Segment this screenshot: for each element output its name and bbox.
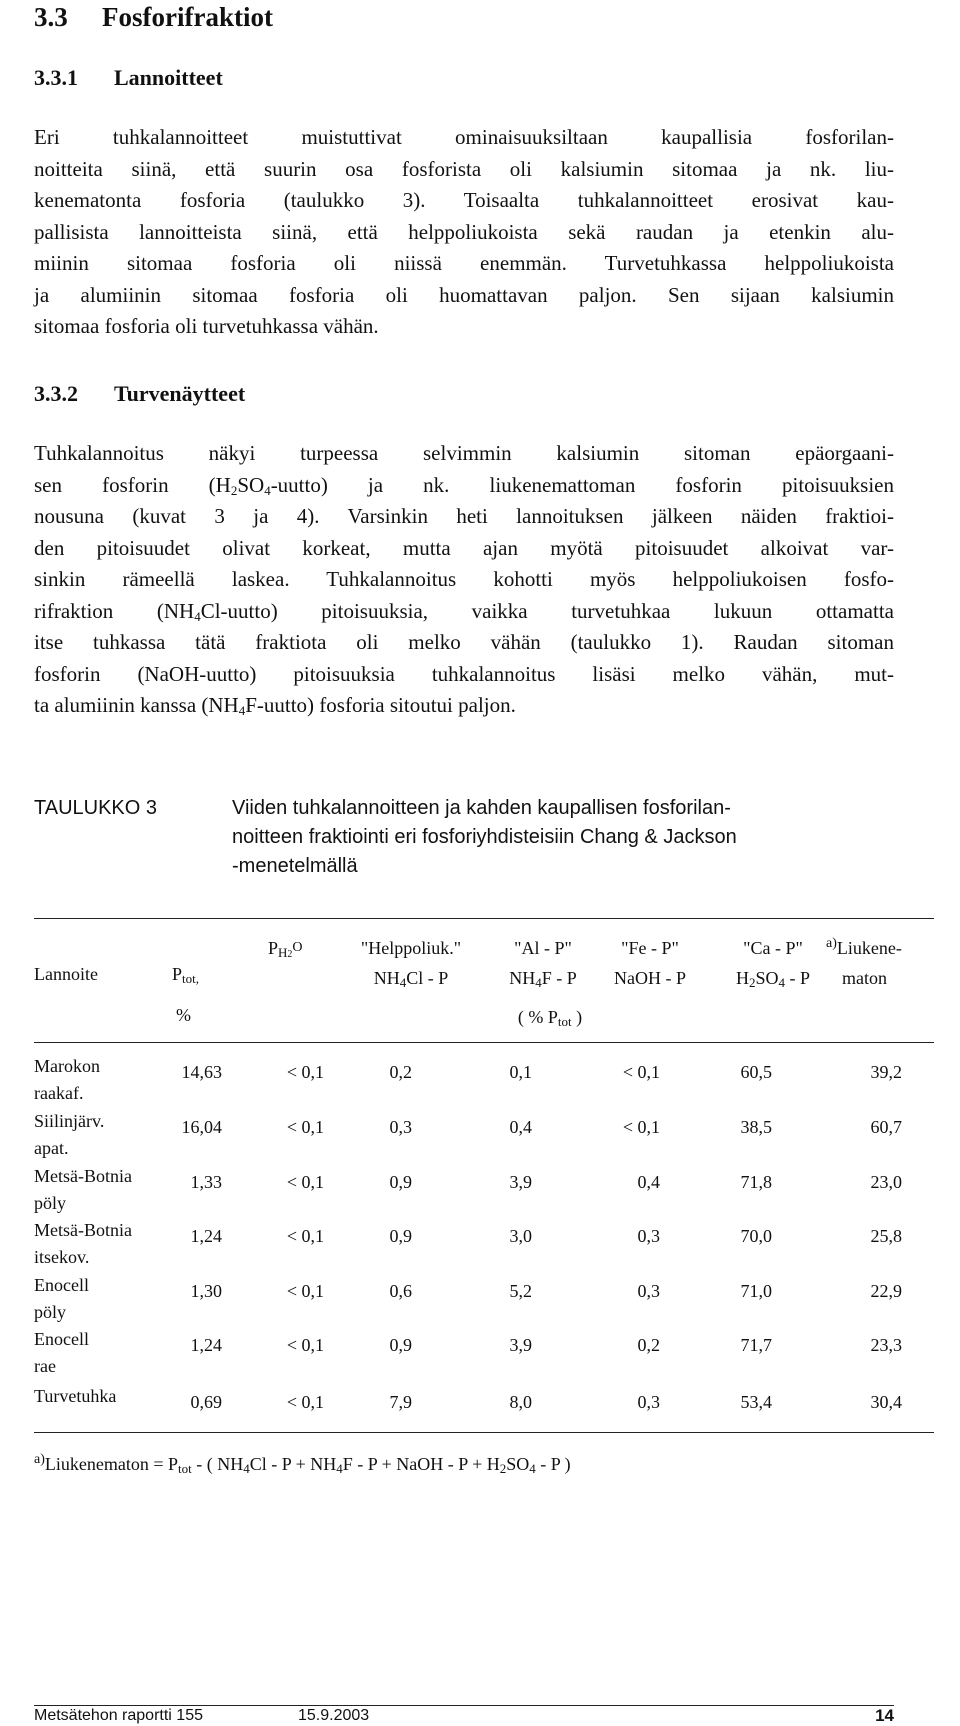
cell-h2so4: 71,0 <box>740 1281 772 1301</box>
header-helppoliuk: "Helppoliuk." $NH_4Cl$ - P <box>360 938 462 990</box>
footer-rule <box>34 1705 894 1706</box>
row-label: Enocell <box>34 1275 89 1295</box>
cell-naoh: < 0,1 <box>622 1117 660 1137</box>
row-label: Siilinjärv. <box>34 1111 105 1131</box>
row-label: Metsä-Botnia <box>34 1220 132 1240</box>
caption-line: noitteen fraktiointi eri fosforiyhdisteisiin Chang & Jackson <box>232 826 737 848</box>
text-line: kenematonta fosforia (taulukko 3). Toisaalta tuhkalannoitteet erosivat kau- <box>34 188 894 212</box>
cell-nh4f: 3,9 <box>509 1172 532 1192</box>
header-liukenematon: $^{a)}$Liukene- maton <box>826 936 902 988</box>
header-fe-p: "Fe - P" NaOH - P <box>614 938 686 988</box>
caption-line: -menetelmällä <box>232 855 358 877</box>
row-label-cont: itsekov. <box>34 1247 90 1267</box>
footer-page-number: 14 <box>875 1706 894 1725</box>
cell-h2o: < 0,1 <box>286 1117 324 1137</box>
cell-nh4f: 3,9 <box>509 1335 532 1355</box>
cell-naoh: 0,3 <box>637 1281 660 1301</box>
cell-liuk: 60,7 <box>870 1117 902 1137</box>
row-label-cont: apat. <box>34 1138 69 1158</box>
cell-liuk: 22,9 <box>870 1281 902 1301</box>
header-al-p: "Al - P" $NH_4F$ - P <box>509 938 577 990</box>
text-line: fosforin (NaOH-uutto) pitoisuuksia tuhkalannoitus lisäsi melko vähän, mut- <box>34 661 894 686</box>
row-label-cont: raakaf. <box>34 1083 84 1103</box>
cell-h2o: < 0,1 <box>286 1226 324 1246</box>
cell-naoh: 0,4 <box>637 1172 660 1192</box>
text-line: itse tuhkassa tätä fraktiota oli melko vähän (taulukko 1). Raudan sitoman <box>34 630 894 654</box>
cell-nh4cl: 0,9 <box>389 1172 412 1192</box>
row-label-cont: pöly <box>34 1302 67 1322</box>
header-ptot-unit: % <box>176 1005 191 1025</box>
text-line: pallisista lannoitteista siinä, että helppoliukoista sekä raudan ja etenkin alu- <box>34 219 894 244</box>
cell-ptot: 1,30 <box>190 1281 222 1301</box>
cell-nh4cl: 7,9 <box>389 1392 412 1412</box>
text-line: den pitoisuudet olivat korkeat, mutta ajan myötä pitoisuudet alkoivat var- <box>34 535 894 560</box>
cell-ptot: 1,24 <box>190 1335 222 1355</box>
cell-nh4f: 8,0 <box>509 1392 532 1412</box>
cell-nh4f: 0,4 <box>509 1117 532 1137</box>
header-lannoite: Lannoite <box>34 964 98 984</box>
cell-h2o: < 0,1 <box>286 1172 324 1192</box>
cell-nh4cl: 0,3 <box>389 1117 412 1137</box>
cell-h2o: < 0,1 <box>286 1392 324 1412</box>
subsection-title: Lannoitteet <box>114 65 223 90</box>
cell-h2so4: 71,7 <box>740 1335 772 1355</box>
cell-nh4f: 5,2 <box>509 1281 532 1301</box>
cell-h2o: < 0,1 <box>286 1335 324 1355</box>
row-label-cont: pöly <box>34 1193 67 1213</box>
cell-naoh: 0,3 <box>637 1226 660 1246</box>
text-line: sinkin rämeellä laskea. Tuhkalannoitus kohotti myös helppoliukoisen fosfo- <box>34 567 894 591</box>
cell-nh4f: 3,0 <box>509 1226 532 1246</box>
cell-liuk: 23,0 <box>870 1172 902 1192</box>
text-line: Tuhkalannoitus näkyi turpeessa selvimmin kalsiumin sitoman epäorgaani- <box>34 441 894 465</box>
paragraph-2 <box>34 438 894 722</box>
cell-ptot: 16,04 <box>181 1117 222 1137</box>
table-top-rule <box>34 918 934 919</box>
cell-h2so4: 71,8 <box>740 1172 772 1192</box>
cell-h2so4: 60,5 <box>740 1062 772 1082</box>
cell-nh4cl: 0,6 <box>389 1281 412 1301</box>
text-line: rifraktion $(NH_4Cl-uutto)$ pitoisuuksia, vaikka turvetuhkaa lukuun ottamatta <box>34 598 894 624</box>
cell-naoh: 0,2 <box>637 1335 660 1355</box>
cell-h2so4: 70,0 <box>740 1226 772 1246</box>
paragraph-1 <box>34 122 894 343</box>
subsection-heading-2 <box>34 380 245 408</box>
cell-nh4cl: 0,9 <box>389 1335 412 1355</box>
text-line: Eri tuhkalannoitteet muistuttivat ominaisuuksiltaan kaupallisia fosforilan- <box>34 125 894 149</box>
footer-date: 15.9.2003 <box>298 1707 370 1724</box>
text-line: sen fosforin $(H_2SO_4-uutto)$ ja nk. liukenemattoman fosforin pitoisuuksien <box>34 472 894 498</box>
header-percent-ptot: ( % $P_{tot}$ ) <box>517 1007 583 1029</box>
subsection-title: Turvenäytteet <box>114 381 246 406</box>
header-ptot: $P_{tot,}$ <box>172 964 199 986</box>
row-label-cont: rae <box>34 1356 56 1376</box>
cell-naoh: 0,3 <box>637 1392 660 1412</box>
row-label: Marokon <box>34 1056 100 1076</box>
subsection-heading-1 <box>34 64 223 92</box>
footer-report: Metsätehon raportti 155 <box>34 1707 203 1724</box>
cell-liuk: 39,2 <box>870 1062 902 1082</box>
row-label: Metsä-Botnia <box>34 1166 132 1186</box>
cell-liuk: 30,4 <box>870 1392 902 1412</box>
cell-nh4f: 0,1 <box>509 1062 532 1082</box>
text-line: nousuna (kuvat 3 ja 4). Varsinkin heti lannoituksen jälkeen näiden fraktioi- <box>34 504 894 528</box>
cell-h2so4: 38,5 <box>740 1117 772 1137</box>
text-line: ta alumiinin kanssa $(NH_4F-uutto)$ fosforia sitoutui paljon. <box>34 693 516 718</box>
cell-h2so4: 53,4 <box>740 1392 772 1412</box>
table-header-rule <box>34 1042 934 1043</box>
subsection-number: 3.3.1 <box>34 65 78 90</box>
subsection-number: 3.3.2 <box>34 381 78 406</box>
text-line: ja alumiinin sitomaa fosforia oli huomattavan paljon. Sen sijaan kalsiumin <box>34 282 894 307</box>
cell-ptot: 14,63 <box>181 1062 222 1082</box>
section-title: Fosforifraktiot <box>102 2 273 32</box>
header-ph2o: $P_{H2}O$ <box>268 938 303 960</box>
row-label: Turvetuhka <box>34 1386 117 1406</box>
section-heading <box>34 0 273 34</box>
cell-liuk: 25,8 <box>870 1226 902 1246</box>
cell-nh4cl: 0,2 <box>389 1062 412 1082</box>
cell-nh4cl: 0,9 <box>389 1226 412 1246</box>
table-footnote: $^{a)}$Liukenematon = $P_{tot}$ - ( $NH_4Cl - P + NH_4F - P$ + NaOH - $P + H_2SO_4 - P$ ) <box>34 1452 571 1476</box>
cell-liuk: 23,3 <box>870 1335 902 1355</box>
table-caption-text <box>232 794 892 881</box>
text-line: noitteita siinä, että suurin osa fosforista oli kalsiumin sitomaa ja nk. liu- <box>34 156 894 181</box>
cell-ptot: 1,24 <box>190 1226 222 1246</box>
table-caption-label: TAULUKKO 3 <box>34 797 157 819</box>
caption-line: Viiden tuhkalannoitteen ja kahden kaupallisen fosforilan- <box>232 797 731 819</box>
section-number: 3.3 <box>34 2 68 32</box>
text-line: miinin sitomaa fosforia oli niissä enemmän. Turvetuhkassa helppoliukoista <box>34 251 894 275</box>
cell-h2o: < 0,1 <box>286 1062 324 1082</box>
cell-ptot: 1,33 <box>190 1172 222 1192</box>
text-line: sitomaa fosforia oli turvetuhkassa vähän. <box>34 314 379 338</box>
cell-naoh: < 0,1 <box>622 1062 660 1082</box>
table-bottom-rule <box>34 1432 934 1433</box>
cell-h2o: < 0,1 <box>286 1281 324 1301</box>
row-label: Enocell <box>34 1329 89 1349</box>
header-ca-p: "Ca - P" $H_2SO_4$ - P <box>735 938 811 990</box>
cell-ptot: 0,69 <box>190 1392 222 1412</box>
